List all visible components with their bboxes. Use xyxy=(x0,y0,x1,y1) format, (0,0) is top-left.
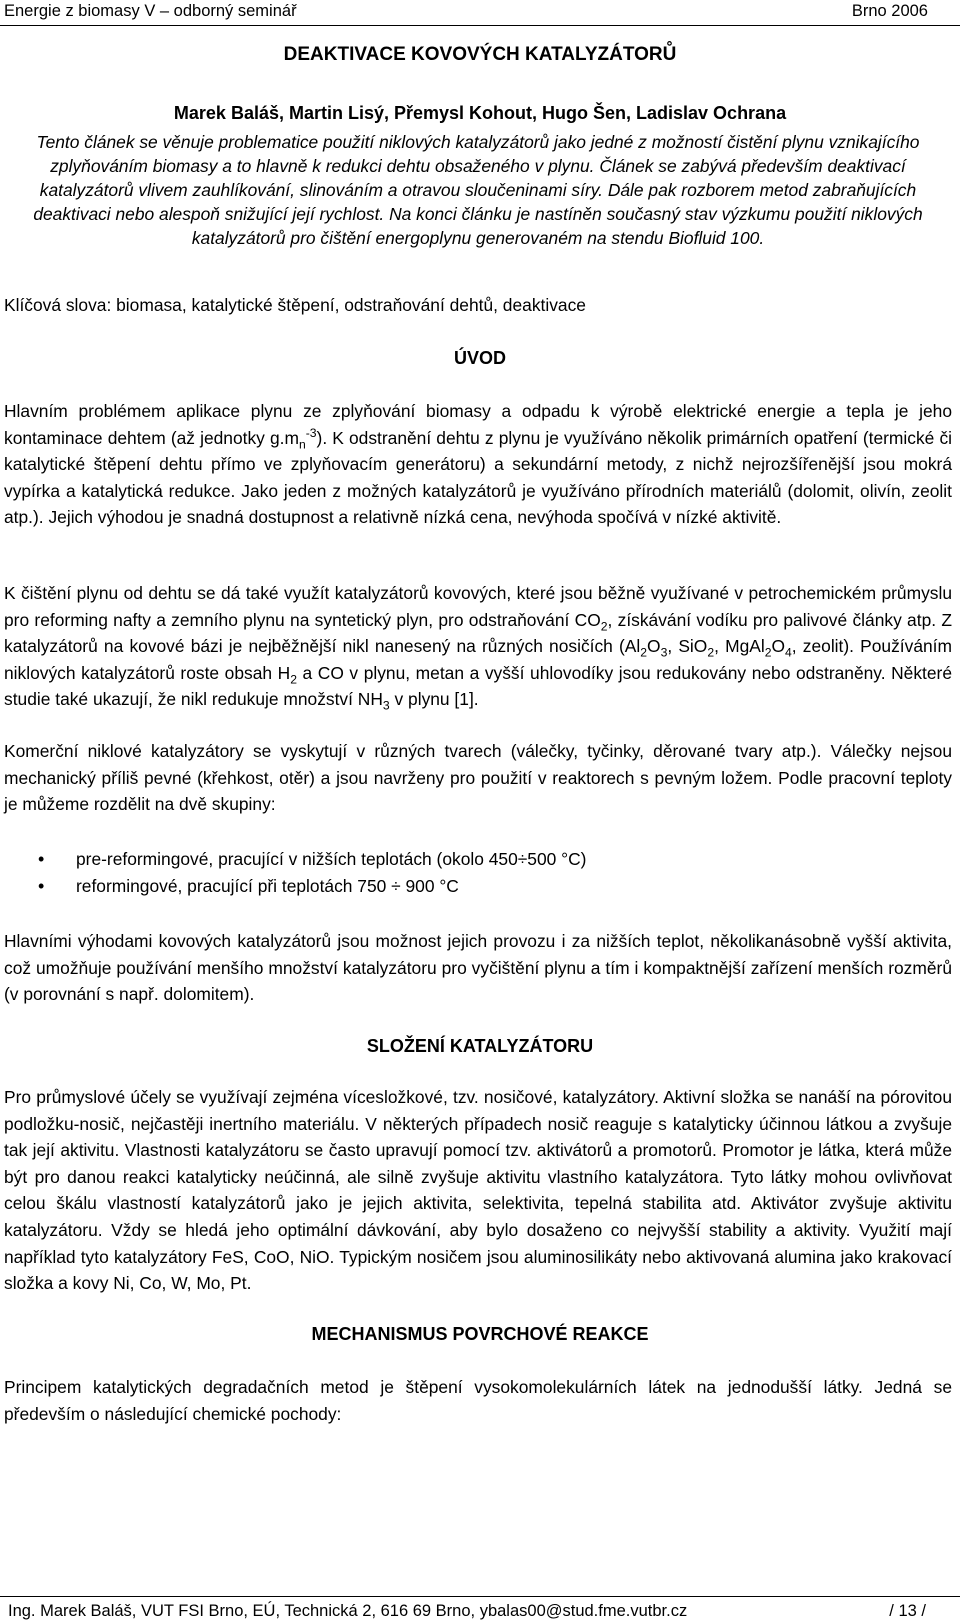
text-run: Hlavním problémem aplikace plynu ze zplyňování biomasy a odpadu k výrobě elektrické energie a tepla je jeho kontaminace dehtem (až jednotky g.m xyxy=(4,401,952,448)
paragraph-6: Principem katalytických degradačních metod je štěpení vysokomolekulárních látek na jednodušší látky. Jedná se především o následující chemické pochody: xyxy=(4,1377,952,1424)
subscript: 2 xyxy=(707,645,715,660)
footer-left: Ing. Marek Baláš, VUT FSI Brno, EÚ, Technická 2, 616 69 Brno, ybalas00@stud.fme.vutbr.cz xyxy=(8,1602,688,1620)
subscript: 3 xyxy=(660,645,668,660)
header-right: Brno 2006 xyxy=(851,2,928,20)
text-run: O xyxy=(647,636,661,657)
text-run: O xyxy=(771,636,786,657)
subscript: 2 xyxy=(764,645,772,660)
text-run: ). K odstranění dehtu z plynu je využíváno několik primárních opatření (termické či katalytické štěpení dehtu přímo ve zplyňovacím generátoru) a sekundární metody, z nichž nejrozšířenější jsou mokrá vypírka a katalytická redukce. Jako jeden z možných katalyzátorů je využíváno přírodních materiálů (dolomit, olivín, zeolit atp.). Jejich výhodou je snadná dostupnost a relativně nízká cena, nevýhoda spočívá v nízké aktivitě. xyxy=(4,427,952,528)
text-run: , zeolit). Používáním niklových katalyzátorů roste obsah H xyxy=(4,636,952,683)
subscript: 2 xyxy=(640,645,648,660)
text-run: K čištění plynu od dehtu se dá také využít katalyzátorů kovových, které jsou běžně využívané v petrochemickém průmyslu pro reforming nafty a zemního plynu na syntetický plyn, pro odstraňování CO xyxy=(4,583,952,630)
paper-title: DEAKTIVACE KOVOVÝCH KATALYZÁTORŮ xyxy=(283,44,677,65)
section-heading-slozeni: SLOŽENÍ KATALYZÁTORU xyxy=(366,1036,594,1056)
bullet-icon: • xyxy=(38,849,45,869)
bullet-icon: • xyxy=(38,876,45,896)
section-heading-uvod: ÚVOD xyxy=(453,348,506,368)
text-run: , MgAl xyxy=(714,636,765,657)
paragraph-1 xyxy=(4,398,952,531)
text-run: , SiO xyxy=(667,636,708,657)
abstract: Tento článek se věnuje problematice použití niklových katalyzátorů jako jedné z možností čistění plynu vznikajícího zplyňováním biomasy a to hlavně k redukci dehtu obsaženého v plynu. Článek se zabývá především deaktivací katalyzátorů vlivem zauhlíkování, slinováním a otravou sloučeninami síry. Dále pak rozborem metod zabraňujících deaktivaci nebo alespoň snižující její rychlost. Na konci článku je nastíněn současný stav výzkumu použití niklových katalyzátorů pro čištění energoplynu generovaném na stendu Biofluid 100. xyxy=(33,132,923,248)
page-number: / 13 / xyxy=(889,1602,926,1620)
text-run: v plynu [1]. xyxy=(389,689,479,710)
subscript: 2 xyxy=(290,672,297,687)
bullet-text: pre-reformingové, pracující v nižších teplotách (okolo 450÷500 °C) xyxy=(76,849,587,869)
subscript: 2 xyxy=(600,619,608,634)
paragraph-2 xyxy=(4,580,952,713)
subscript: n xyxy=(298,437,306,452)
authors: Marek Baláš, Martin Lisý, Přemysl Kohout, Hugo Šen, Ladislav Ochrana xyxy=(173,103,787,123)
paragraph-5: Pro průmyslové účely se využívají zejména vícesložkové, tzv. nosičové, katalyzátory. Aktivní složka se nanáší na pórovitou podložku-nosič, nejčastěji inertního materiálu. V některých případech nosič reaguje s katalyticky účinnou látkou a zvyšuje tak její aktivitu. Vlastnosti katalyzátoru se často upravují pomocí tzv. aktivátorů a promotorů. Promotor je látka, která může být pro danou reakci katalyticky neúčinná, ale silně zvyšuje aktivitu vlastního katalyzátora. Tyto látky mohou ovlivňovat celou škálu vlastností katalyzátorů jako je jejich aktivita, selektivita, tepelná stabilita atd. Aktivátor zvyšuje aktivitu katalyzátoru. Vždy se hledá jeho optimální dávkování, aby bylo dosaženo co nejvyšší stability a aktivity. Využití mají například tyto katalyzátory FeS, CoO, NiO. Typickým nosičem jsou aluminosilikáty nebo aktivovaná alumina jako krakovací složka a kovy Ni, Co, W, Mo, Pt. xyxy=(4,1087,952,1294)
running-header xyxy=(0,0,960,26)
footer-rule xyxy=(0,1596,960,1597)
text-run: a CO v plynu, metan a vyšší uhlovodíky jsou redukovány nebo odstraněny. Některé studie také ukazují, že nikl redukuje množství NH xyxy=(4,662,953,710)
superscript: -3 xyxy=(305,425,317,440)
section-heading-mechanismus: MECHANISMUS POVRCHOVÉ REAKCE xyxy=(311,1324,649,1344)
paragraph-4: Hlavními výhodami kovových katalyzátorů jsou možnost jejich provozu i za nižších teplot, několikanásobně vyšší aktivita, což umožňuje používání menšího množství katalyzátoru pro vyčištění plynu a tím i kompaktnější zařízení menších rozměrů (v porovnání s např. dolomitem). xyxy=(4,931,952,1005)
text-run: , získávání vodíku pro palivové články atp. Z katalyzátorů na kovové bázi je nejběžnější nikl nanesený na různých nosičích (Al xyxy=(4,609,952,657)
header-left: Energie z biomasy V – odborný seminář xyxy=(4,2,297,20)
subscript: 3 xyxy=(382,698,390,713)
subscript: 4 xyxy=(785,645,792,660)
keywords: Klíčová slova: biomasa, katalytické štěpení, odstraňování dehtů, deaktivace xyxy=(4,295,586,315)
bullet-text: reformingové, pracující při teplotách 750 ÷ 900 °C xyxy=(76,876,459,896)
header-rule xyxy=(0,25,960,26)
paragraph-3: Komerční niklové katalyzátory se vyskytují v různých tvarech (válečky, tyčinky, děrované tvary atp.). Válečky nejsou mechanický příliš pevné (křehkost, otěr) a jsou navrženy pro použití v reaktorech s pevným ložem. Podle pracovní teploty je můžeme rozdělit na dvě skupiny: xyxy=(4,741,952,815)
